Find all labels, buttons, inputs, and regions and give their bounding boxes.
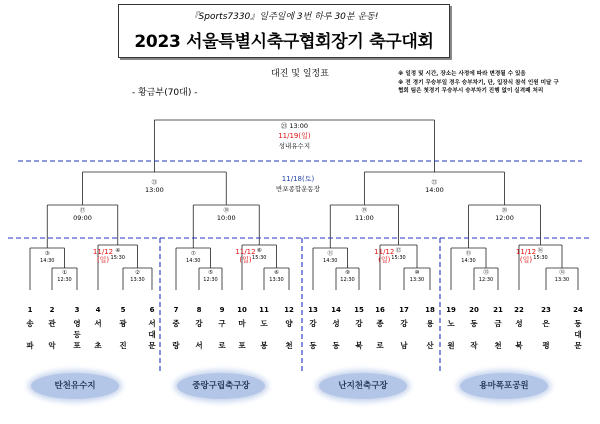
match-number: ② [135,270,140,276]
team-name-char: 광 [119,319,127,328]
team-number: 20 [469,306,479,314]
team-number: 4 [95,306,101,314]
team-name-char: 파 [26,341,34,350]
match-number: ⑤ [208,270,213,276]
match-number: ⑧ [256,248,262,254]
match-time: 13:00 [145,186,164,194]
match-number: ⑯ [537,248,544,254]
team-name-char: 동 [309,341,317,350]
match-number: ⑩ [414,270,420,276]
team-number: 13 [308,306,318,314]
team-name-char: 도 [260,319,268,328]
match-time: 14:30 [461,258,476,264]
team-number: 23 [541,306,551,314]
match-time: 14:30 [323,258,338,264]
match-time: 12:30 [203,277,218,283]
round-date: 11/12 [374,248,395,256]
match-time: 11:00 [355,214,374,222]
match-time: 09:00 [73,214,92,222]
match-number: ⑭ [559,270,565,276]
team-name-char: 북 [355,341,363,350]
team-name-char: 강 [400,319,408,328]
team-number: 14 [331,306,341,314]
team-name-char: 로 [218,341,226,350]
team-number: 19 [446,306,456,314]
match-number: ⑳ [501,208,508,214]
team-number: 2 [49,306,55,314]
team-number: 10 [237,306,247,314]
team-name-char: 종 [376,319,384,328]
slogan: 『Sports7330』일주일에 3번 하루 30분 운동! [189,12,379,22]
match-time: 13:30 [269,277,284,283]
team-name-char: 영 [73,319,81,328]
team-name-char: 중 [172,319,180,328]
match-number: ⑱ [223,208,230,214]
round-date: (일) [239,256,252,264]
match-time: 15:30 [252,255,267,261]
team-number: 21 [493,306,503,314]
match-number: ⑲ [361,208,368,214]
team-name-char: 용 [426,319,434,328]
team-number: 1 [27,306,33,314]
match-number: ① [62,270,67,276]
match-number: ㉒ [431,180,438,186]
match-number: ⑥ [274,270,279,276]
venue-label: 난지천축구장 [319,373,407,399]
team-number: 7 [173,306,179,314]
match-time: 14:00 [425,186,444,194]
team-name-char: 천 [285,341,293,350]
team-name-char: 악 [48,341,56,350]
round-date: (일) [519,256,533,264]
match-time: 12:30 [478,277,494,283]
match-time: 13:30 [130,277,145,283]
team-number: 16 [375,306,385,314]
team-number: 15 [354,306,364,314]
team-name-char: 동 [332,341,340,350]
team-number: 8 [196,306,202,314]
team-name-char: 평 [542,341,550,350]
team-number: 22 [514,306,524,314]
team-name-char: 로 [376,341,384,350]
team-name-char: 마 [238,319,246,328]
team-name-char: 강 [355,319,363,328]
page-subtitle: 대진 및 일정표 [271,69,329,79]
team-name-char: 노 [447,319,455,328]
team-number: 9 [219,306,225,314]
team-name-char: 대 [148,330,156,339]
match-number: ⑦ [190,251,196,257]
team-name-char: 작 [470,341,478,350]
final-venue: 성내유수지 [278,142,311,150]
match-number: ⑪ [327,251,334,257]
match-time: 15:30 [391,255,406,261]
final-date: 11/19(일) [278,132,311,140]
team-name-char: 북 [515,341,523,350]
match-time: 14:30 [40,258,55,264]
team-name-char: 구 [218,319,226,328]
division-label: - 황금부(70대) - [132,88,198,98]
match-time: 13:30 [409,277,425,283]
team-name-char: 관 [48,319,56,328]
page-title: 2023 서울특별시축구협회장기 축구대회 [134,32,434,52]
note-line: ※ 일정 및 시간, 장소는 사정에 따라 변경될 수 있음 [398,71,526,77]
team-name-char: 산 [426,341,434,350]
team-name-char: 봉 [260,341,268,350]
round-date: 11/12 [92,248,114,256]
final-match: ㉓ 13:00 [280,122,309,130]
match-time: 12:00 [495,214,514,222]
venue-label: 용마폭포공원 [460,373,548,399]
team-number: 6 [149,306,155,314]
team-name-char: 양 [285,319,293,328]
venue-label: 탄천유수지 [31,373,119,399]
team-name-char: 대 [574,330,582,339]
team-name-char: 송 [26,319,34,328]
match-number: ⑫ [395,248,402,254]
team-name-char: 진 [119,341,127,350]
team-name-char: 성 [332,319,340,328]
team-name-char: 원 [447,341,455,350]
team-name-char: 랑 [172,341,180,350]
team-name-char: 동 [574,319,582,328]
team-name-char: 강 [309,319,317,328]
note-line: ※ 전 경기 무승부일 경우 승부차기, 단, 입장식 참석 인원 미달 구 [398,79,559,86]
semi-date: 11/18(토) [281,175,315,183]
match-time: 14:30 [186,258,201,264]
team-name-char: 강 [195,319,203,328]
team-name-char: 서 [195,341,203,350]
team-name-char: 천 [494,341,502,350]
team-name-char: 성 [515,319,523,328]
match-number: ⑨ [345,270,350,276]
round-date: 11/12 [235,248,256,256]
team-name-char: 포 [73,341,81,350]
semi-venue: 반포종합운동장 [276,185,320,193]
match-time: 12:30 [57,277,72,283]
team-number: 18 [425,306,435,314]
team-name-char: 초 [94,341,102,350]
round-date: 11/12 [515,248,537,256]
team-number: 3 [74,306,80,314]
match-time: 12:30 [340,277,355,283]
match-time: 15:30 [533,255,548,261]
team-name-char: 포 [238,341,246,350]
team-number: 17 [399,306,409,314]
match-time: 10:00 [216,214,236,222]
round-date: (일) [378,256,391,264]
team-name-char: 동 [470,319,478,328]
round-date: (일) [96,256,110,264]
team-name-char: 서 [148,319,156,328]
team-name-char: 은 [542,319,550,328]
venue-label: 중랑구립축구장 [177,373,265,399]
match-number: ㉑ [151,180,158,186]
match-number: ④ [115,248,121,254]
match-time: 15:30 [110,255,125,261]
match-number: ③ [44,251,50,257]
team-number: 12 [284,306,294,314]
match-number: ⑮ [465,251,472,257]
team-name-char: 등 [73,330,81,339]
team-name-char: 서 [94,319,102,328]
team-number: 24 [573,306,583,314]
team-name-char: 남 [400,341,408,350]
note-line: 협회 팀은 첫경기 무승부시 승부차기 진행 없이 실격패 처리 [398,88,544,95]
team-name-char: 문 [148,341,156,350]
team-name-char: 문 [574,341,582,350]
match-number: ⑬ [483,270,489,276]
team-number: 11 [259,306,269,314]
match-time: 13:30 [554,277,570,283]
team-number: 5 [120,306,126,314]
match-number: ⑰ [79,208,86,214]
team-name-char: 금 [494,319,502,328]
